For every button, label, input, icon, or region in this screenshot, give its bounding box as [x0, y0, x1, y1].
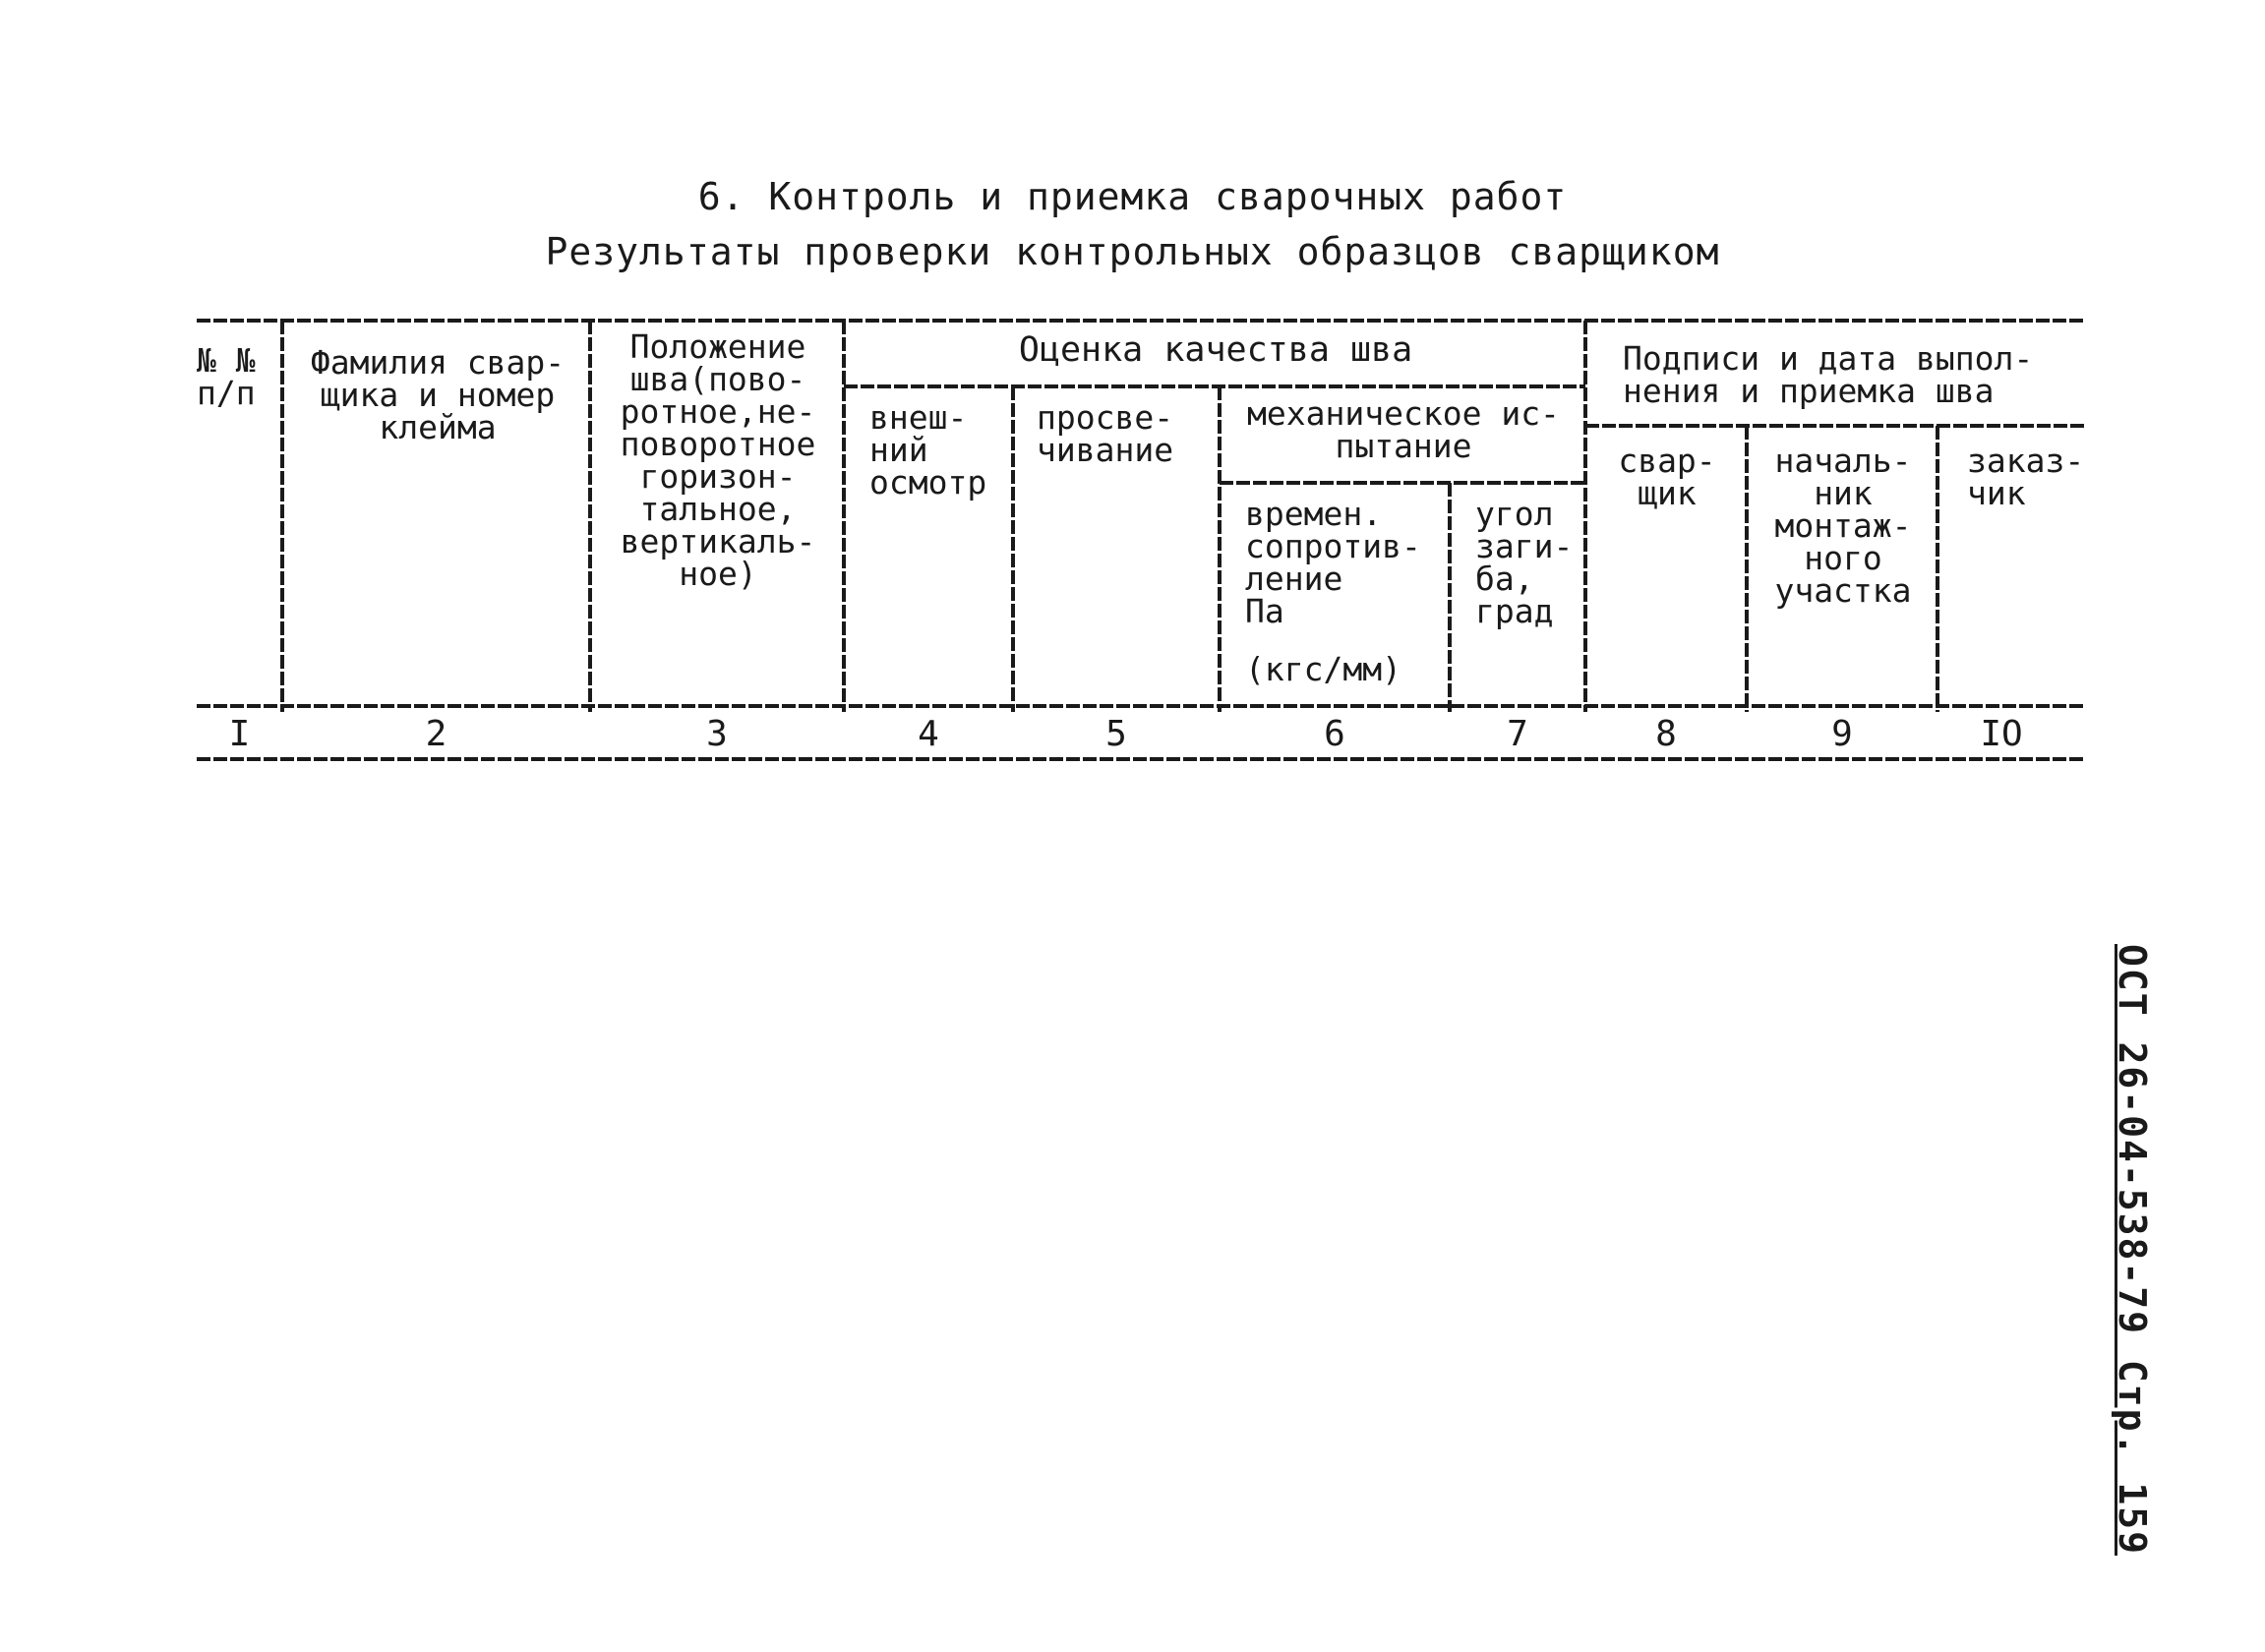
header-col6-unit: (кгс/мм)	[1245, 650, 1401, 688]
header-col3-weld-position: Положение шва(пово- ротное,не- поворотное горизон- тальное, вертикаль- ное)	[620, 327, 816, 593]
header-group-quality: Оценка качества шва	[1018, 330, 1413, 370]
column-number-2: 2	[425, 714, 447, 754]
column-number-6: 6	[1324, 714, 1345, 754]
header-group-mechanical-test: механическое ис- пытание	[1247, 394, 1560, 465]
header-col2-welder-name: Фамилия свар- щика и номер клейма	[310, 343, 566, 446]
header-col8-welder: свар- щик	[1618, 442, 1716, 512]
table-caption: Результаты проверки контрольных образцов сварщиком	[545, 230, 1720, 273]
document-reference: ОСТ 26-04-538-79 Стр. 159	[2111, 944, 2154, 1556]
column-number-10: IO	[1980, 714, 2023, 754]
header-col10-customer: заказ- чик	[1967, 442, 2085, 512]
header-col6-tensile-strength: времен. сопротив- ление Па	[1245, 495, 1421, 630]
header-col7-bend-angle: угол заги- ба, град	[1475, 495, 1574, 630]
column-number-1: I	[228, 714, 251, 754]
section-title: 6. Контроль и приемка сварочных работ	[697, 175, 1568, 218]
header-col1-number: № № п/п	[197, 341, 256, 412]
column-number-8: 8	[1655, 714, 1677, 754]
header-col9-site-manager: началь- ник монтаж- ного участка	[1774, 442, 1912, 610]
column-number-9: 9	[1831, 714, 1853, 754]
header-col5-radiography: просве- чивание	[1037, 398, 1174, 469]
column-number-4: 4	[918, 714, 939, 754]
header-group-signatures: Подписи и дата выпол- нения и приемка шва	[1623, 339, 2034, 410]
column-number-7: 7	[1507, 714, 1528, 754]
header-col4-visual-inspection: внеш- ний осмотр	[869, 398, 987, 502]
column-number-3: 3	[706, 714, 728, 754]
column-number-5: 5	[1105, 714, 1127, 754]
